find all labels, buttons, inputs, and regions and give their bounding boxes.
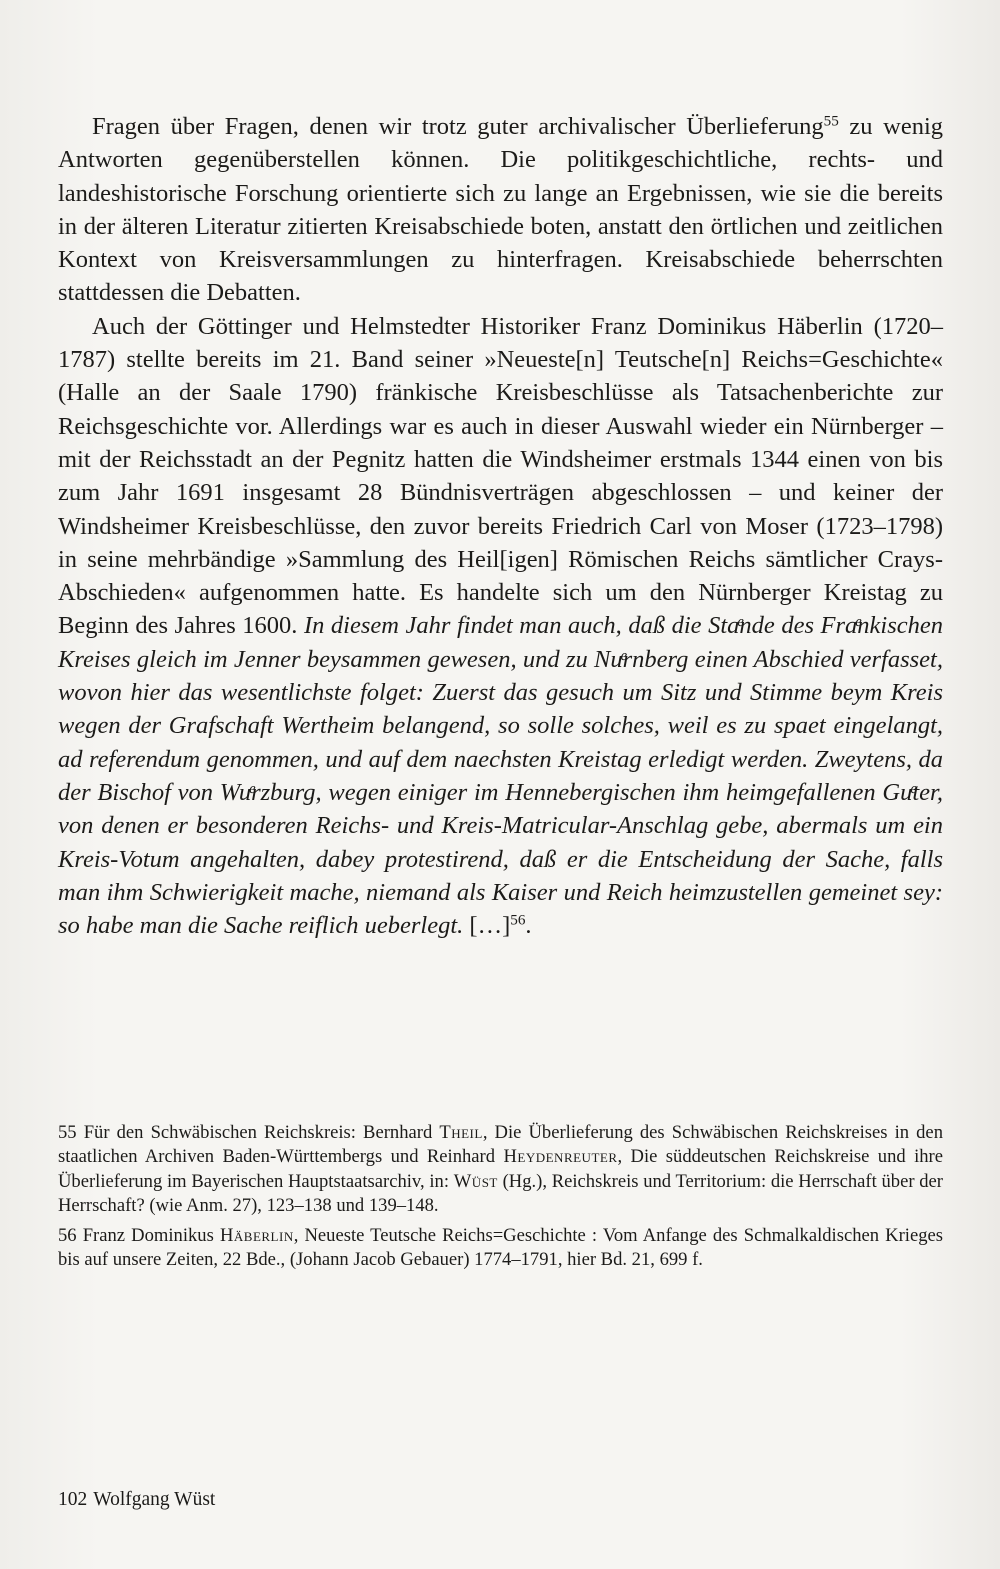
page-footer bbox=[58, 1488, 215, 1512]
author-name: Heydenreuter bbox=[503, 1146, 618, 1168]
author-name: Häberlin bbox=[219, 1224, 294, 1246]
footnote-ref-56[interactable]: 56 bbox=[510, 911, 526, 929]
paragraph-2-text: Auch der Göttinger und Helmstedter Historiker Franz Dominikus Häberlin (1720–1787) stellte bereits im 21. Band seiner »Neueste[n] Teutsche[n] Reichs=Geschichte« (Halle an der Saale 1790) fränkische Kreisbeschlüsse als Tatsachenberichte zur Reichsgeschichte vor. Allerdings war es auch in dieser Auswahl wieder ein Nürnberger – mit der Reichsstadt an der Pegnitz hatten die Windsheimer erstmals 1344 einen von bis zum Jahr 1691 insgesamt 28 Bündnisverträgen abgeschlossen – und keiner der Windsheimer Kreisbeschlüsse, den zuvor bereits Friedrich Carl von Moser (1723–1798) in seine mehrbändige »Sammlung des Heil[igen] Römischen Reichs sämtlicher Crays-Abschieden« aufgenommen hatte. Es handelte sich um den Nürnberger Kreistag zu Beginn des Jahres 1600. bbox=[58, 312, 943, 640]
footnotes bbox=[58, 1121, 943, 1277]
paragraph-1-text: Fragen über Fragen, denen wir trotz guter archivalischer Überlieferung bbox=[92, 113, 824, 140]
author-name: Wüst bbox=[453, 1170, 498, 1192]
footnote-text: Franz Dominikus bbox=[82, 1224, 220, 1246]
main-text bbox=[58, 110, 943, 942]
footnote-ref-55[interactable]: 55 bbox=[823, 112, 839, 130]
paragraph-1 bbox=[58, 110, 943, 310]
footnote-56 bbox=[58, 1224, 943, 1273]
quoted-passage: In diesem Jahr findet man auch, daß die Staͤnde des Fraͤnkischen Kreises gleich im Jenner beysammen gewesen, und zu Nuͤrnberg einen Abschied verfasset, wovon hier das wesentlichste folget: Zuerst das gesuch um Sitz und Stimme beym Kreis wegen der Grafschaft Wertheim belangend, so solle solches, weil es zu spaet eingelangt, ad referendum genommen, und auf dem naechsten Kreistag erledigt werden. Zweytens, da der Bischof von Wuͤrzburg, wegen einiger im Hennebergischen ihm heimgefallenen Guͤter, von denen er besonderen Reichs- und Kreis-Matricular-Anschlag gebe, abermals um ein Kreis-Votum angehalten, dabey protestirend, daß er die Entscheidung der Sache, falls man ihm Schwierigkeit mache, niemand als Kaiser und Reich heimzustellen gemeinet sey: so habe man die Sache reiflich ueberlegt. bbox=[58, 612, 943, 940]
paragraph-1-text-cont: zu wenig Antworten gegenüberstellen können. Die politikgeschichtliche, rechts- und landeshistorische Forschung orientierte sich zu lange an Ergebnissen, wie sie die bereits in der älteren Literatur zitierten Kreisabschiede boten, anstatt den örtlichen und zeitlichen Kontext von Kreisversammlungen zu hinterfragen. Kreisabschiede beherrschten stattdessen die Debatten. bbox=[58, 113, 944, 307]
author-name: Theil bbox=[439, 1122, 483, 1143]
footnote-number: 55 bbox=[58, 1122, 77, 1143]
paragraph-2 bbox=[58, 310, 943, 943]
running-author: Wolfgang Wüst bbox=[93, 1489, 216, 1510]
footnote-text: , Neueste Teutsche Reichs=Geschichte : Vom Anfange des Schmalkaldischen Krieges bis auf unsere Zeiten, 22 Bde., (Johann Jacob Gebauer) 1774–1791, hier Bd. 21, 699 f. bbox=[58, 1224, 944, 1271]
footnote-text: (Hg.), Reichskreis und Territorium: die Herrschaft über der Herrschaft? (wie Anm. 27), 123–138 und 139–148. bbox=[58, 1170, 943, 1217]
footnote-55 bbox=[58, 1121, 943, 1219]
ellipsis: […] bbox=[463, 912, 511, 940]
footnote-number: 56 bbox=[58, 1224, 77, 1246]
page-number: 102 bbox=[58, 1489, 88, 1510]
footnote-text: , Die Überlieferung des Schwäbischen Reichskreises in den staatlichen Archiven Baden-Württembergs und Reinhard bbox=[58, 1122, 943, 1168]
footnote-text: Für den Schwäbischen Reichskreis: Bernhard bbox=[83, 1122, 440, 1143]
footnote-text: , Die süddeutschen Reichskreise und ihre Überlieferung im Bayerischen Hauptstaatsarchiv, in: bbox=[58, 1146, 944, 1192]
period: . bbox=[525, 912, 532, 940]
